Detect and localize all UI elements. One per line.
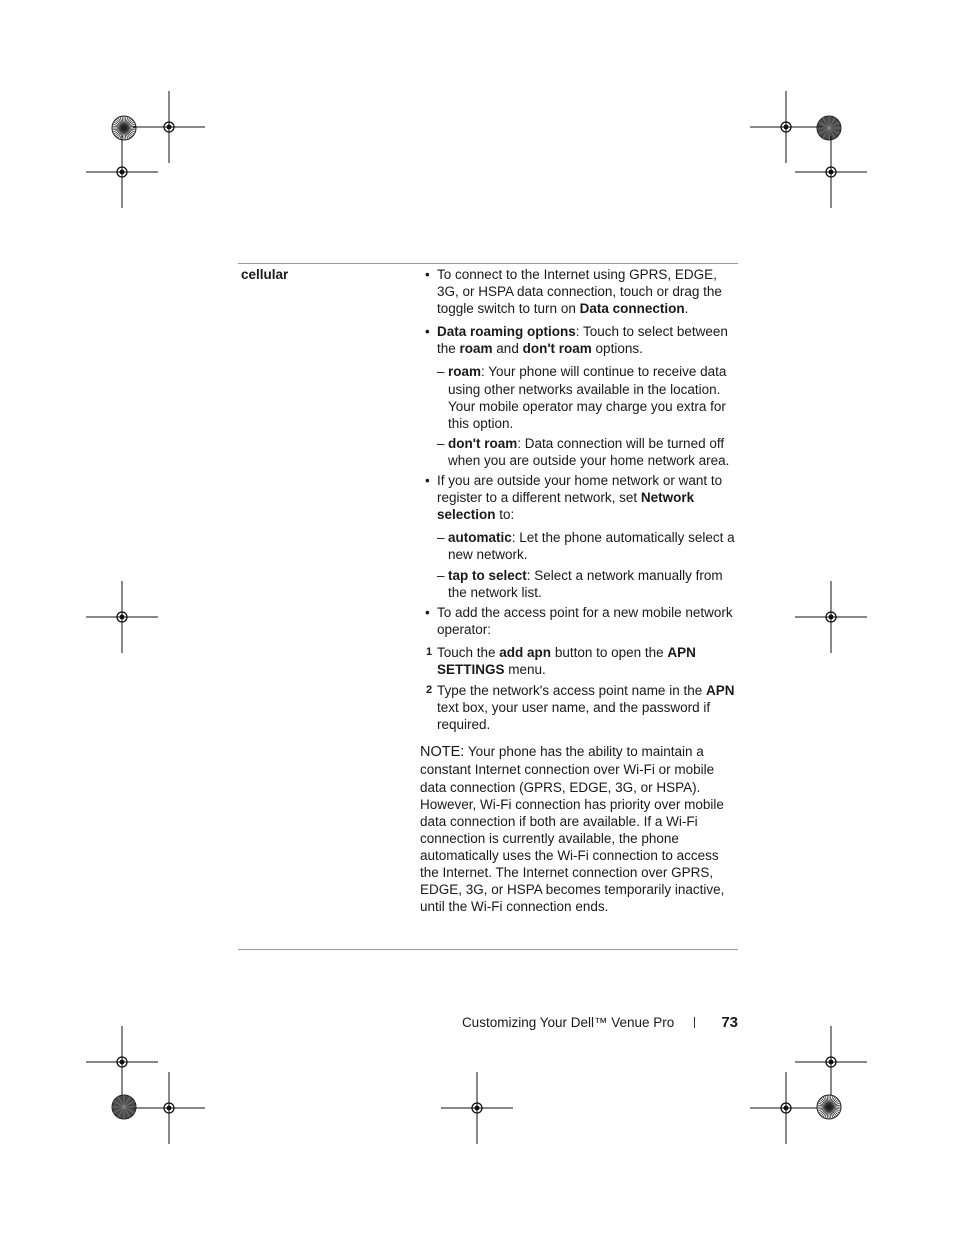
dash-icon: – — [437, 435, 445, 451]
bold-term: APN — [705, 683, 735, 699]
text-run: . — [684, 301, 689, 317]
step-number: 2 — [426, 684, 433, 697]
bold-term: roam — [459, 341, 493, 357]
row-label: cellular — [241, 267, 289, 282]
bullet-text — [437, 472, 738, 523]
numbered-step — [420, 682, 738, 733]
text-run: : Data connection will be turned off when you are outside your home network area. — [448, 435, 730, 468]
bullet-icon: • — [425, 604, 430, 620]
text-run: : Select a network manually from the network list. — [448, 567, 723, 600]
text-run: Type the network's access point name in the — [437, 683, 706, 699]
dash-icon: – — [437, 567, 445, 583]
note-paragraph — [420, 743, 738, 915]
note-label: NOTE: — [420, 744, 465, 761]
text-run: : Your phone will continue to receive data using other networks available in the location. Your mobile operator may charge you extra for this option. — [448, 364, 727, 431]
text-run: button to open the — [551, 644, 668, 660]
sunburst-icon — [791, 1069, 867, 1145]
crosshair-icon — [84, 134, 160, 210]
bullet-item — [420, 266, 738, 317]
bullet-item — [420, 323, 738, 357]
bold-term: Data roaming options — [437, 324, 576, 340]
sub-item — [420, 567, 738, 601]
bold-term: add apn — [499, 644, 552, 660]
sub-item — [420, 363, 738, 431]
dash-icon: – — [437, 364, 445, 380]
bullet-icon: • — [425, 324, 430, 340]
note-text: Your phone has the ability to maintain a constant Internet connection over Wi-Fi or mobile data connection (GPRS, EDGE, 3G, or HSPA). However, Wi-Fi connection has priority over mobile data connection if both are available. If a Wi-Fi connection is currently available, the phone automatically uses the Wi-Fi connection to access the Internet. The Internet connection over GPRS, EDGE, 3G, or HSPA becomes temporarily inactive, until the Wi-Fi connection ends. — [420, 744, 725, 915]
bold-term: don't roam — [522, 341, 592, 357]
bullet-text — [437, 266, 738, 317]
step-number: 1 — [426, 645, 433, 658]
dash-icon: – — [437, 530, 445, 546]
bullet-icon: • — [425, 473, 430, 489]
page-number: 73 — [721, 1014, 738, 1031]
text-run: Touch the — [437, 644, 500, 660]
bullet-list — [420, 266, 738, 733]
text-run: to: — [495, 507, 515, 523]
bold-term: automatic — [448, 530, 512, 546]
text-run: : Let the phone automatically select a new network. — [448, 530, 735, 563]
bold-term: don't roam — [448, 435, 518, 451]
table-top-rule — [238, 263, 738, 264]
bold-term: roam — [448, 364, 482, 380]
crosshair-icon — [439, 1070, 515, 1146]
text-run: options. — [591, 341, 643, 357]
crosshair-icon — [131, 1070, 207, 1146]
bullet-text — [437, 323, 738, 357]
text-run: To connect to the Internet using GPRS, EDGE, 3G, or HSPA data connection, touch or drag the toggle switch to turn on — [437, 267, 722, 317]
text-run: : Touch to select between the — [437, 324, 728, 357]
bullet-item — [420, 472, 738, 523]
bullet-item — [420, 604, 738, 638]
bold-term: Data connection — [579, 301, 685, 317]
bold-term: tap to select — [448, 567, 527, 583]
numbered-step — [420, 644, 738, 678]
text-run: and — [492, 341, 523, 357]
footer-separator — [694, 1017, 695, 1028]
crosshair-icon — [793, 134, 869, 210]
bold-term: APN SETTINGS — [437, 644, 696, 677]
bold-term: Network selection — [437, 490, 695, 523]
text-run: text box, your user name, and the password if required. — [437, 700, 711, 733]
text-run: If you are outside your home network or want to register to a different network, set — [437, 473, 723, 506]
text-run: menu. — [504, 661, 546, 677]
sub-item — [420, 435, 738, 469]
page-footer — [462, 1014, 738, 1032]
sub-item — [420, 529, 738, 563]
text-run: To add the access point for a new mobile network operator: — [437, 604, 733, 637]
crosshair-icon — [793, 579, 869, 655]
bullet-icon: • — [425, 267, 430, 282]
bullet-text — [437, 604, 738, 638]
footer-title: Customizing Your Dell™ Venue Pro — [461, 1015, 675, 1030]
table-bottom-rule — [238, 949, 738, 950]
crosshair-icon — [84, 579, 160, 655]
row-content — [420, 266, 738, 915]
